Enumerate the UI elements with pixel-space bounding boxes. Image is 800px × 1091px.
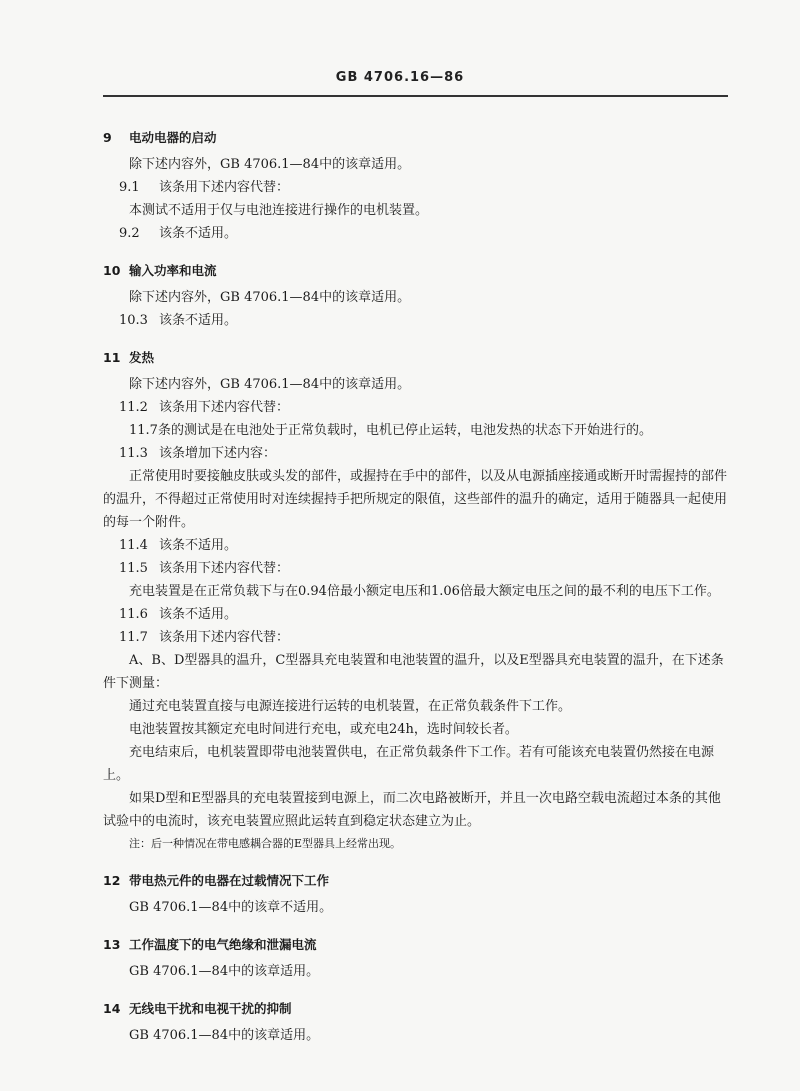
section-title: 输入功率和电流 [129, 263, 217, 278]
section-9-heading [103, 126, 728, 149]
header-rule [103, 95, 728, 97]
clause-11-3 [103, 442, 728, 465]
section-title: 发热 [129, 350, 155, 365]
clause-text: 该条用下述内容代替： [159, 400, 290, 415]
section-number: 13 [103, 937, 121, 952]
paragraph: 通过充电装置直接与电源连接进行运转的电机装置，在正常负载条件下工作。 [129, 699, 572, 714]
clause-number: 10.3 [119, 313, 148, 328]
clause-number: 11.7 [119, 630, 148, 645]
clause-10-3 [103, 309, 728, 332]
paragraph: 正常使用时要接触皮肤或头发的部件，或握持在手中的部件，以及从电源插座接通或断开时需握持的部件的温升，不得超过正常使用时对连续握持手把所规定的限值，这些部件的温升的确定，适用于随器具一起使用的每一个附件。 [103, 469, 728, 530]
clause-text: 该条用下述内容代替： [159, 561, 290, 576]
section-number: 9 [103, 130, 112, 145]
clause-text: 该条用下述内容代替： [159, 630, 290, 645]
section-title: 电动电器的启动 [129, 130, 217, 145]
paragraph: 充电结束后，电机装置即带电池装置供电，在正常负载条件下工作。若有可能该充电装置仍然接在电源上。 [103, 745, 715, 783]
clause-9-2 [103, 222, 728, 245]
section-10-heading [103, 259, 728, 282]
clause-number: 9.1 [119, 180, 140, 195]
clause-text: 该条不适用。 [159, 538, 238, 553]
clause-11-7 [103, 626, 728, 649]
clause-11-4 [103, 534, 728, 557]
section-12-heading [103, 869, 728, 892]
clause-number: 11.5 [119, 561, 148, 576]
section-title: 工作温度下的电气绝缘和泄漏电流 [129, 937, 317, 952]
clause-number: 11.3 [119, 446, 148, 461]
paragraph: GB 4706.1—84中的该章适用。 [129, 964, 320, 979]
clause-11-5 [103, 557, 728, 580]
clause-number: 11.4 [119, 538, 148, 553]
clause-number: 11.6 [119, 607, 148, 622]
clause-text: 该条用下述内容代替： [159, 180, 290, 195]
clause-11-2 [103, 396, 728, 419]
section-number: 14 [103, 1001, 121, 1016]
paragraph: 本测试不适用于仅与电池连接进行操作的电机装置。 [129, 203, 429, 218]
section-number: 12 [103, 873, 121, 888]
section-title: 带电热元件的电器在过载情况下工作 [129, 873, 330, 888]
clause-text: 该条不适用。 [159, 607, 238, 622]
clause-11-6 [103, 603, 728, 626]
section-11-heading [103, 346, 728, 369]
paragraph: 充电装置是在正常负载下与在0.94倍最小额定电压和1.06倍最大额定电压之间的最不利的电压下工作。 [129, 584, 720, 599]
clause-text: 该条增加下述内容： [159, 446, 277, 461]
paragraph: GB 4706.1—84中的该章适用。 [129, 1028, 320, 1043]
clause-number: 11.2 [119, 400, 148, 415]
section-number: 10 [103, 263, 121, 278]
section-title: 无线电干扰和电视干扰的抑制 [129, 1001, 292, 1016]
section-number: 11 [103, 350, 121, 365]
paragraph: 11.7条的测试是在电池处于正常负载时，电机已停止运转，电池发热的状态下开始进行的。 [129, 423, 652, 438]
section-13-heading [103, 933, 728, 956]
section-14-heading [103, 997, 728, 1020]
paragraph: 如果D型和E型器具的充电装置接到电源上，而二次电路被断开，并且一次电路空载电流超过本条的其他试验中的电流时，该充电装置应照此运转直到稳定状态建立为止。 [103, 791, 721, 829]
standard-code: GB 4706.16—86 [335, 70, 465, 85]
paragraph: 电池装置按其额定充电时间进行充电，或充电24h，选时间较长者。 [129, 722, 518, 737]
paragraph: 除下述内容外，GB 4706.1—84中的该章适用。 [129, 157, 411, 172]
document-body [103, 118, 728, 1047]
clause-text: 该条不适用。 [159, 313, 238, 328]
paragraph: 除下述内容外，GB 4706.1—84中的该章适用。 [129, 377, 411, 392]
clause-number: 9.2 [119, 226, 140, 241]
clause-text: 该条不适用。 [159, 226, 238, 241]
paragraph: 除下述内容外，GB 4706.1—84中的该章适用。 [129, 290, 411, 305]
paragraph: A、B、D型器具的温升，C型器具充电装置和电池装置的温升，以及E型器具充电装置的温升，在下述条件下测量： [103, 653, 724, 691]
clause-9-1 [103, 176, 728, 199]
paragraph: GB 4706.1—84中的该章不适用。 [129, 900, 333, 915]
note: 注：后一种情况在带电感耦合器的E型器具上经常出现。 [129, 837, 402, 850]
